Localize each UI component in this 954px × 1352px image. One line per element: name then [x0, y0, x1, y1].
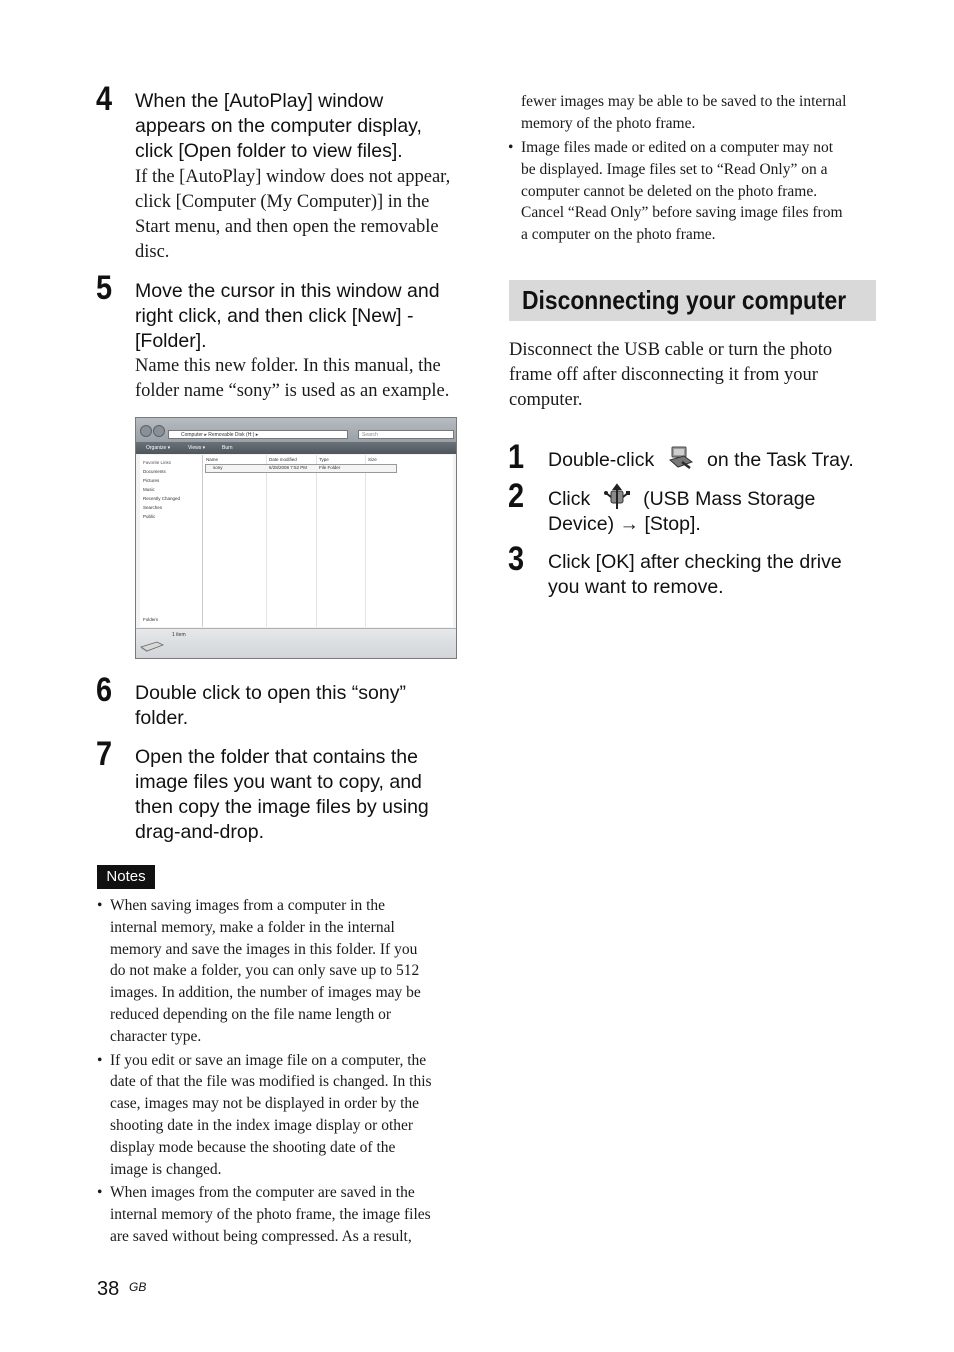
column-header: Size	[368, 457, 377, 462]
line: Disconnect the USB cable or turn the photo	[509, 340, 833, 360]
address-bar: Computer ▸ Removable Disk (H:) ▸	[168, 430, 348, 439]
details-pane	[136, 628, 456, 659]
back-icon	[140, 425, 152, 437]
text: Click	[548, 488, 591, 510]
continued-note	[521, 91, 846, 135]
safely-remove-hardware-icon	[666, 444, 696, 472]
line: case, images may not be displayed in order by the	[110, 1095, 420, 1113]
line: click [Open folder to view files].	[135, 140, 403, 162]
line: be displayed. Image files set to “Read Only” on a	[521, 160, 828, 178]
line: fewer images may be able to be saved to the internal	[521, 93, 847, 110]
text: [Stop].	[644, 513, 701, 535]
line: Name this new folder. In this manual, the	[135, 356, 441, 376]
step-number: 3	[508, 540, 525, 578]
line: a computer on the photo frame.	[521, 226, 716, 244]
step-title	[135, 745, 429, 845]
line: are saved without being compressed. As a result,	[110, 1227, 412, 1245]
column-header: Type	[319, 457, 329, 462]
line: memory and save the images in this folder. If you	[110, 940, 418, 958]
usb-device-icon	[602, 483, 632, 511]
column-divider	[316, 455, 317, 627]
explorer-screenshot	[135, 417, 457, 659]
column-divider	[266, 455, 267, 627]
note-item	[508, 137, 883, 246]
nav-item: Recently Changed	[143, 496, 181, 501]
step-number: 7	[96, 735, 113, 773]
line: folder.	[135, 707, 189, 729]
step-title	[548, 487, 815, 537]
organize-button: Organize ▾	[146, 445, 171, 451]
line: Start menu, and then open the removable	[135, 217, 439, 237]
line: click [Computer (My Computer)] in the	[135, 192, 430, 212]
status-text: 1 item	[172, 632, 186, 638]
line: memory of the photo frame.	[521, 114, 696, 132]
line: Open the folder that contains the	[135, 746, 418, 768]
line: right click, and then click [New] -	[135, 305, 414, 327]
step-body	[135, 165, 450, 265]
text: Double-click	[548, 449, 655, 471]
file-name: sony	[213, 465, 223, 470]
step-title	[548, 448, 854, 473]
line: Click [OK] after checking the drive	[548, 551, 842, 573]
nav-item: Searches	[143, 505, 163, 510]
step-title	[135, 279, 440, 354]
step-number: 2	[508, 477, 525, 515]
column-divider	[365, 455, 366, 627]
folders-label: Folders	[143, 617, 159, 622]
step-number: 5	[96, 269, 113, 307]
page-number: 38	[97, 1278, 120, 1300]
line: character type.	[110, 1027, 202, 1045]
line: appears on the computer display,	[135, 115, 422, 137]
column-header: Name	[206, 457, 219, 462]
note-item	[97, 895, 467, 1048]
line: then copy the image files by using	[135, 796, 429, 818]
step-number: 4	[96, 80, 113, 118]
line: [Folder].	[135, 330, 207, 352]
line: Cancel “Read Only” before saving image files from	[521, 204, 843, 222]
nav-header: Favorite Links	[143, 460, 172, 465]
line: you want to remove.	[548, 576, 724, 598]
line: disc.	[135, 242, 170, 262]
step-title	[135, 89, 422, 164]
line: internal memory of the photo frame, the image files	[110, 1206, 431, 1224]
line: do not make a folder, you can only save up to 512	[110, 962, 420, 980]
column-header: Date modified	[269, 457, 297, 462]
line: computer.	[509, 390, 583, 410]
line: • When images from the computer are saved in the	[110, 1184, 415, 1202]
window-titlebar	[136, 418, 456, 442]
toolbar	[136, 442, 456, 454]
line: shooting date in the index image display or other	[110, 1116, 414, 1134]
line: • When saving images from a computer in the	[110, 897, 386, 914]
forward-icon	[153, 425, 165, 437]
line: date of that the file was modified is changed. In this	[110, 1073, 432, 1091]
line: computer cannot be deleted on the photo frame.	[521, 182, 818, 200]
step-number: 6	[96, 671, 113, 709]
step-title	[135, 681, 406, 731]
text: on the Task Tray.	[707, 449, 854, 471]
line: If the [AutoPlay] window does not appear,	[135, 167, 451, 187]
notes-list	[97, 895, 467, 1250]
note-item	[97, 1050, 467, 1181]
line: image files you want to copy, and	[135, 771, 422, 793]
line: reduced depending on the file name length or	[110, 1005, 392, 1023]
step-number: 1	[508, 438, 525, 476]
line: When the [AutoPlay] window	[135, 90, 384, 112]
line: • Image files made or edited on a computer may not	[521, 139, 834, 156]
nav-item: Music	[143, 487, 155, 492]
text: (USB Mass Storage	[643, 488, 816, 510]
line: display mode because the shooting date of the	[110, 1138, 396, 1156]
file-list	[203, 455, 453, 627]
notes-badge: Notes	[97, 865, 155, 889]
section-heading	[509, 280, 876, 321]
line: images. In addition, the number of images may be	[110, 984, 421, 1002]
text: Device)	[548, 513, 615, 535]
step-body	[135, 354, 449, 404]
section-title: Disconnecting your computer	[522, 285, 847, 315]
line: drag-and-drop.	[135, 821, 264, 843]
notes-list-right	[508, 137, 883, 248]
file-type: File Folder	[319, 465, 341, 470]
line: • If you edit or save an image file on a computer, the	[110, 1051, 427, 1069]
search-input: Search	[358, 430, 454, 439]
note-item	[97, 1182, 467, 1247]
file-date: 6/28/2008 7:52 PM	[269, 465, 308, 470]
arrow-icon: →	[619, 513, 640, 535]
nav-item: Pictures	[143, 478, 160, 483]
line: Double click to open this “sony”	[135, 682, 406, 704]
language-code: GB	[129, 1280, 147, 1294]
line: folder name “sony” is used as an example.	[135, 381, 450, 401]
removable-disk-icon	[139, 639, 165, 653]
step-title	[548, 550, 842, 600]
line: frame off after disconnecting it from your	[509, 365, 818, 385]
views-button: Views ▾	[188, 445, 206, 451]
line: Move the cursor in this window and	[135, 280, 440, 302]
section-intro	[509, 338, 832, 413]
burn-button: Burn	[222, 445, 233, 451]
nav-item: Documents	[143, 469, 166, 474]
navigation-pane	[140, 455, 203, 627]
nav-item: Public	[143, 514, 156, 519]
line: image is changed.	[110, 1160, 222, 1178]
line: internal memory, make a folder in the internal	[110, 918, 395, 936]
